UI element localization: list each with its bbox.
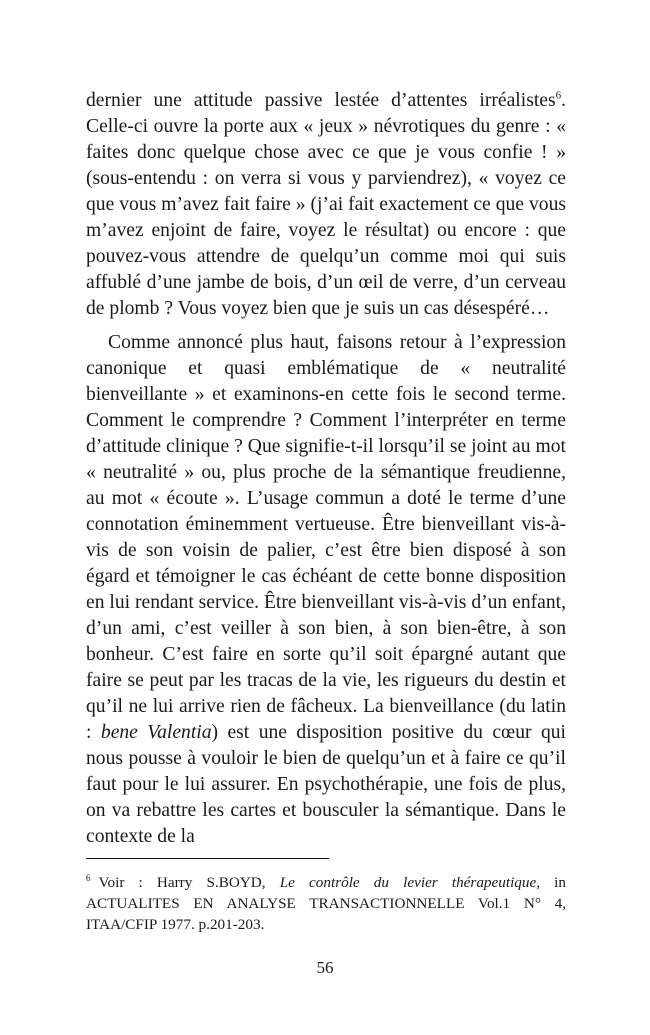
- footnote-text-b: , in ACTUALITES EN ANALYSE TRANSACTIONNELLE Vol.1 N° 4, ITAA/CFIP 1977. p.201-203.: [86, 874, 566, 933]
- paragraph-2-text-b: ) est une disposition positive du cœur qui nous pousse à vouloir le bien de quelqu’un et à faire ce qu’il faut pour le lui assurer. En psychothérapie, une fois de plus, on va rebattre les cartes et bousculer la sémantique. Dans le contexte de la: [86, 722, 566, 847]
- footnote-separator: [86, 858, 329, 859]
- paragraph-2: [86, 330, 566, 850]
- latin-term: bene Valentia: [100, 722, 212, 743]
- footnote: [86, 872, 566, 935]
- paragraph-1-text-b: . Celle-ci ouvre la porte aux « jeux » névrotiques du genre : « faites donc quelque chose avec ce que je vous confie ! » (sous-entendu : on verra si vous y parviendrez), « voyez ce que vous m’avez fait faire » (j’ai fait exactement ce que vous m’avez enjoint de faire, voyez le résultat) ou encore : que pouvez-vous attendre de quelqu’un comme moi qui suis affublé d’une jambe de bois, d’un œil de verre, d’un cerveau de plomb ? Vous voyez bien que je suis un cas désespéré…: [86, 90, 566, 319]
- paragraph-1: [86, 88, 566, 322]
- footnote-reference[interactable]: 6: [555, 89, 562, 102]
- footnote-text-a: Voir : Harry S.BOYD,: [98, 874, 280, 891]
- footnote-mark: 6: [86, 872, 91, 883]
- body-text: [86, 88, 566, 850]
- paragraph-2-text-a: Comme annoncé plus haut, faisons retour à l’expression canonique et quasi emblématique de « neutralité bienveillante » et examinons-en cette fois le second terme. Comment le comprendre ? Comment l’interpréter en terme d’attitude clinique ? Que signifie-t-il lorsqu’il se joint au mot « neutralité » ou, plus proche de la sémantique freudienne, au mot « écoute ». L’usage commun a doté le terme d’une connotation éminemment vertueuse. Être bienveillant vis-à-vis de son voisin de palier, c’est être bien disposé à son égard et témoigner le cas échéant de cette bonne disposition en lui rendant service. Être bienveillant vis-à-vis d’un enfant, d’un ami, c’est veiller à son bien, à son bien-être, à son bonheur. C’est faire en sorte qu’il soit épargné autant que faire se peut par les tracas de la vie, les rigueurs du destin et qu’il ne lui arrive rien de fâcheux. La bienveillance (du latin :: [86, 332, 566, 743]
- page-number: 56: [316, 958, 334, 977]
- footnote-title: Le contrôle du levier thérapeutique: [279, 874, 537, 891]
- paragraph-1-text-a: dernier une attitude passive lestée d’attentes irréalistes: [86, 90, 556, 111]
